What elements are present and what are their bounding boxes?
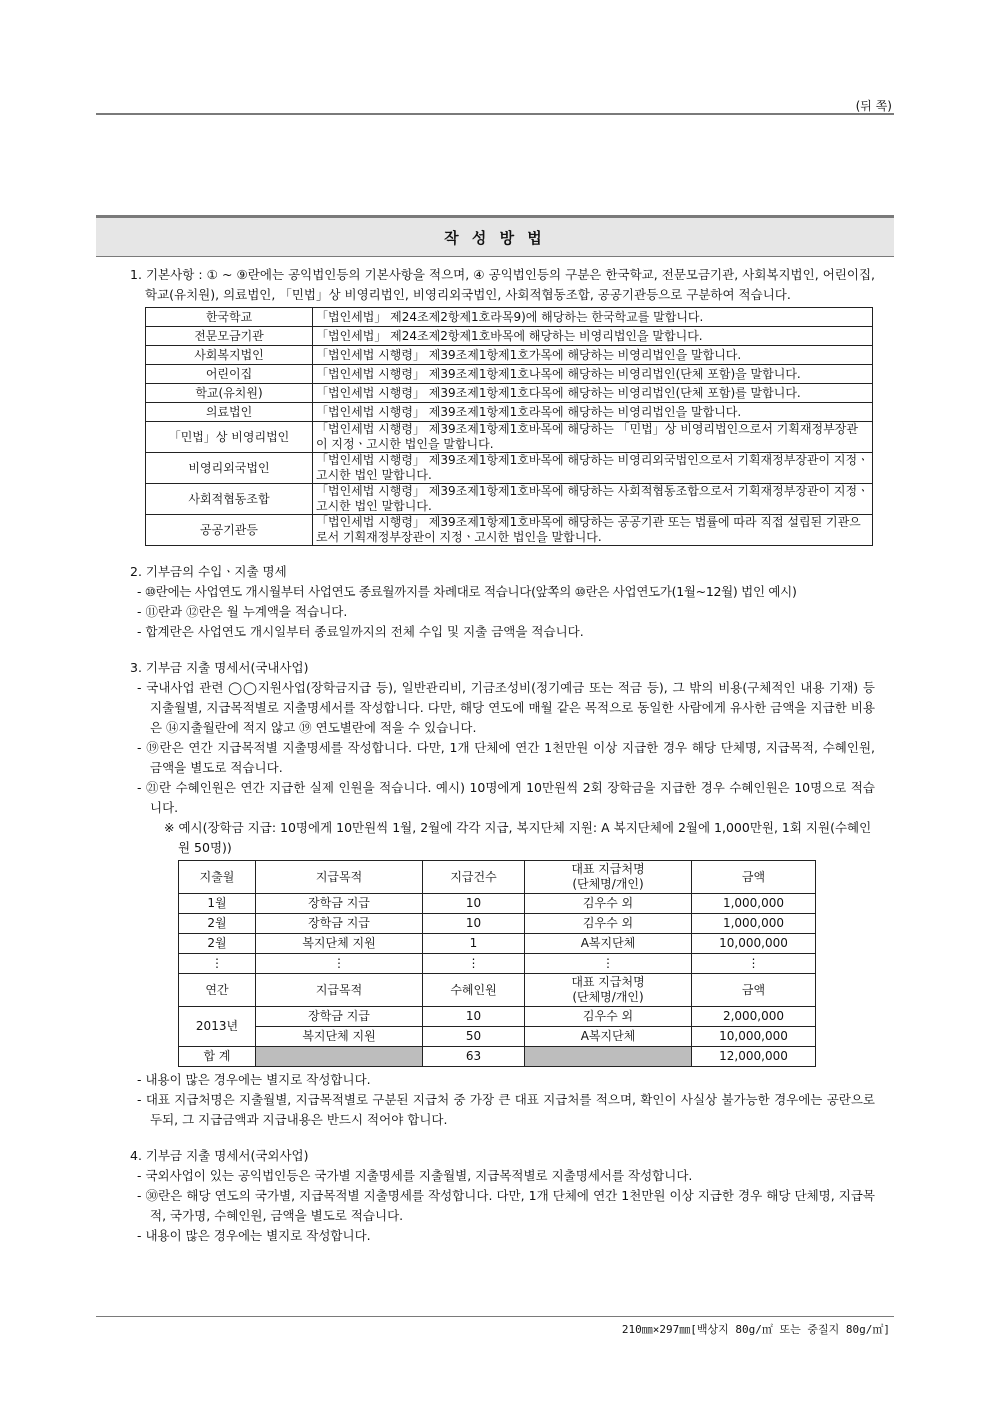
org-type-name: 공공기관등 [146, 515, 313, 546]
cell: 복지단체 지원 [256, 1027, 423, 1047]
header-cell: 연간 [179, 974, 256, 1007]
section-3-line-1: - 국내사업 관련 ◯◯지원사업(장학금지급 등), 일반관리비, 기금조성비(정기예금 또는 적금 등), 그 밖의 비용(구체적인 내용 기재) 등 지출월별, 지급목적별로 지출명세서를 작성합니다. 다만, 해당 연도에 매월 같은 목적으로 동일한 사람에게 유사한 금액을 지급한 비용은 ⑭지출월란에 적지 않고 ⑲ 연도별란에 적을 수 있습니다. [137, 680, 875, 735]
org-type-row [146, 346, 873, 365]
shaded-cell [256, 1047, 423, 1067]
total-row [179, 1047, 816, 1067]
org-type-row [146, 308, 873, 327]
bottom-rule [96, 1316, 894, 1317]
org-type-name: 전문모금기관 [146, 327, 313, 346]
example-table [178, 860, 816, 1067]
cell: 1월 [179, 894, 256, 914]
org-type-name: 사회복지법인 [146, 346, 313, 365]
org-type-definition: 「법인세법 시행령」 제39조제1항제1호나목에 해당하는 비영리법인(단체 포함)을 말합니다. [313, 365, 873, 384]
paper-spec-footer: 210㎜×297㎜[백상지 80g/㎡ 또는 중질지 80g/㎡] [621, 1323, 890, 1336]
cell: 10 [423, 1007, 525, 1027]
cell: ⋮ [179, 954, 256, 974]
org-type-name: 「민법」상 비영리법인 [146, 422, 313, 453]
cell: 10,000,000 [692, 934, 816, 954]
total-count: 63 [423, 1047, 525, 1067]
cell: 10,000,000 [692, 1027, 816, 1047]
section-3-line-3: - ㉑란 수혜인원은 연간 지급한 실제 인원을 적습니다. 예시) 10명에게 10만원씩 2회 장학금을 지급한 경우 수혜인원은 10명으로 적습니다. [137, 780, 875, 815]
org-type-definition: 「법인세법 시행령」 제39조제1항제1호바목에 해당하는 「민법」상 비영리법인으로서 기획재정부장관이 지정ㆍ고시한 법인을 말합니다. [313, 422, 873, 453]
top-rule [96, 113, 894, 115]
header-cell: 금액 [692, 974, 816, 1007]
org-type-name: 한국학교 [146, 308, 313, 327]
org-type-definition: 「법인세법 시행령」 제39조제1항제1호가목에 해당하는 비영리법인을 말합니다. [313, 346, 873, 365]
page-side-label: (뒤 쪽) [855, 99, 892, 113]
section-4-line-1: - 국외사업이 있는 공익법인등은 국가별 지출명세를 지출월별, 지급목적별로 지출명세서를 작성합니다. [137, 1168, 693, 1183]
cell: ⋮ [525, 954, 692, 974]
org-type-definition: 「법인세법 시행령」 제39조제1항제1호다목에 해당하는 비영리법인(단체 포함)를 말합니다. [313, 384, 873, 403]
cell: 김우수 외 [525, 894, 692, 914]
cell: 1,000,000 [692, 914, 816, 934]
org-type-definition: 「법인세법 시행령」 제39조제1항제1호바목에 해당하는 공공기관 또는 법률에 따라 직접 설립된 기관으로서 기획재정부장관이 지정ㆍ고시한 법인을 말합니다. [313, 515, 873, 546]
cell: 1 [423, 934, 525, 954]
org-type-definition: 「법인세법」 제24조제2항제1호라목9)에 해당하는 한국학교를 말합니다. [313, 308, 873, 327]
section-title-bar [96, 215, 894, 257]
cell: 2,000,000 [692, 1007, 816, 1027]
example-note: ※ 예시(장학금 지급: 10명에게 10만원씩 1월, 2월에 각각 지급, 복지단체 지원: A 복지단체에 2월에 1,000만원, 1회 지원(수혜인원 50명)) [164, 820, 872, 855]
org-type-row [146, 515, 873, 546]
total-label: 합 계 [179, 1047, 256, 1067]
cell: A복지단체 [525, 934, 692, 954]
org-type-row [146, 403, 873, 422]
header-cell: 금액 [692, 861, 816, 894]
cell: ⋮ [423, 954, 525, 974]
org-type-table [145, 307, 873, 546]
basic-info-paragraph: 1. 기본사항 : ① ~ ⑨란에는 공익법인등의 기본사항을 적으며, ④ 공익법인등의 구분은 한국학교, 전문모금기관, 사회복지법인, 어린이집, 학교(유치원), 의료법인, 「민법」상 비영리법인, 비영리외국법인, 사회적협동조합, 공공기관등으로 구분하여 적습니다. [130, 267, 875, 302]
table-row [179, 1007, 816, 1027]
header-cell: 수혜인원 [423, 974, 525, 1007]
cell: 2월 [179, 934, 256, 954]
org-type-definition: 「법인세법 시행령」 제39조제1항제1호바목에 해당하는 비영리외국법인으로서 기획재정부장관이 지정ㆍ고시한 법인 말합니다. [313, 453, 873, 484]
cell: 10 [423, 914, 525, 934]
cell: 장학금 지급 [256, 914, 423, 934]
org-type-name: 어린이집 [146, 365, 313, 384]
section-2-line-3: - 합계란은 사업연도 개시일부터 종료일까지의 전체 수입 및 지출 금액을 적습니다. [137, 624, 584, 639]
cell: 1,000,000 [692, 894, 816, 914]
section-4-line-3: - 내용이 많은 경우에는 별지로 작성합니다. [137, 1228, 371, 1243]
section-3-line-4: - 내용이 많은 경우에는 별지로 작성합니다. [137, 1072, 371, 1087]
header-cell: 대표 지급처명 (단체명/개인) [525, 974, 692, 1007]
table-row [179, 894, 816, 914]
section-4-line-2: - ㉚란은 해당 연도의 국가별, 지급목적별 지출명세를 작성합니다. 다만, 1개 단체에 연간 1천만원 이상 지급한 경우 해당 단체명, 지급목적, 국가명, 수혜인원, 금액을 별도로 적습니다. [137, 1188, 875, 1223]
section-3-title: 3. 기부금 지출 명세서(국내사업) [130, 660, 309, 675]
org-type-row [146, 327, 873, 346]
cell: 복지단체 지원 [256, 934, 423, 954]
org-type-definition: 「법인세법 시행령」 제39조제1항제1호라목에 해당하는 비영리법인을 말합니다. [313, 403, 873, 422]
header-cell: 지급목적 [256, 861, 423, 894]
org-type-row [146, 384, 873, 403]
instructions-body [130, 265, 875, 1246]
shaded-cell [525, 1047, 692, 1067]
section-2-line-2: - ⑪란과 ⑫란은 월 누계액을 적습니다. [137, 604, 348, 619]
cell: 50 [423, 1027, 525, 1047]
section-2-title: 2. 기부금의 수입ㆍ지출 명세 [130, 564, 287, 579]
year-cell: 2013년 [179, 1007, 256, 1047]
header-cell: 지급목적 [256, 974, 423, 1007]
cell: 2월 [179, 914, 256, 934]
org-type-row [146, 484, 873, 515]
header-cell: 대표 지급처명 (단체명/개인) [525, 861, 692, 894]
header-cell: 지출월 [179, 861, 256, 894]
org-type-row [146, 453, 873, 484]
org-type-row [146, 422, 873, 453]
cell: A복지단체 [525, 1027, 692, 1047]
cell: ⋮ [692, 954, 816, 974]
cell: 김우수 외 [525, 914, 692, 934]
org-type-definition: 「법인세법」 제24조제2항제1호바목에 해당하는 비영리법인을 말합니다. [313, 327, 873, 346]
cell: 장학금 지급 [256, 1007, 423, 1027]
table-row [179, 954, 816, 974]
section-3-line-2: - ⑲란은 연간 지급목적별 지출명세를 작성합니다. 다만, 1개 단체에 연간 1천만원 이상 지급한 경우 해당 단체명, 지급목적, 수혜인원, 금액을 별도로 적습니다. [137, 740, 875, 775]
org-type-name: 사회적협동조합 [146, 484, 313, 515]
page-title: 작 성 방 법 [444, 228, 546, 247]
header-cell: 지급건수 [423, 861, 525, 894]
cell: 10 [423, 894, 525, 914]
org-type-name: 의료법인 [146, 403, 313, 422]
cell: 장학금 지급 [256, 894, 423, 914]
org-type-name: 학교(유치원) [146, 384, 313, 403]
section-2-line-1: - ⑩란에는 사업연도 개시월부터 사업연도 종료월까지를 차례대로 적습니다(앞쪽의 ⑩란은 사업연도가(1월~12월) 법인 예시) [137, 584, 797, 599]
annual-header-row [179, 974, 816, 1007]
table-row [179, 934, 816, 954]
org-type-name: 비영리외국법인 [146, 453, 313, 484]
table-row [179, 914, 816, 934]
example-header-row [179, 861, 816, 894]
cell: 김우수 외 [525, 1007, 692, 1027]
cell: ⋮ [256, 954, 423, 974]
total-amount: 12,000,000 [692, 1047, 816, 1067]
org-type-row [146, 365, 873, 384]
section-4-title: 4. 기부금 지출 명세서(국외사업) [130, 1148, 309, 1163]
table-row [179, 1027, 816, 1047]
section-3-line-5: - 대표 지급처명은 지출월별, 지급목적별로 구분된 지급처 중 가장 큰 대표 지급처를 적으며, 확인이 사실상 불가능한 경우에는 공란으로 두되, 그 지급금액과 지급내용은 반드시 적어야 합니다. [137, 1092, 875, 1127]
org-type-definition: 「법인세법 시행령」 제39조제1항제1호바목에 해당하는 사회적협동조합으로서 기획재정부장관이 지정ㆍ고시한 법인 말합니다. [313, 484, 873, 515]
